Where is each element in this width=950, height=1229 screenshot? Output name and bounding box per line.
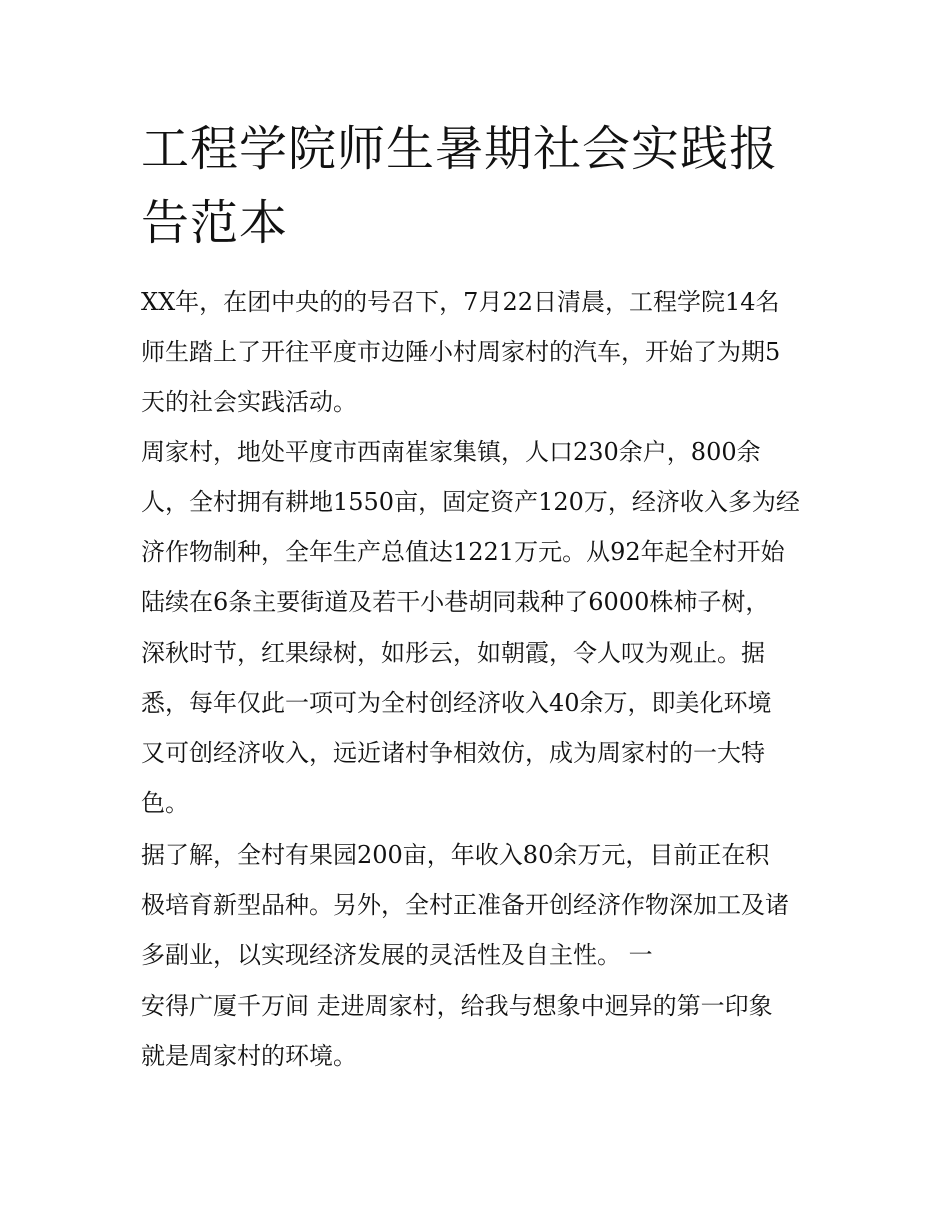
body-line: 就是周家村的环境。 xyxy=(141,1042,357,1070)
body-line: 陆续在6条主要街道及若干小巷胡同栽种了6000株柿子树， xyxy=(141,588,770,616)
body-line: 周家村，地处平度市西南崔家集镇，人口230余户，800余 xyxy=(141,438,761,466)
body-line: 师生踏上了开往平度市边陲小村周家村的汽车，开始了为期5 xyxy=(141,338,781,366)
body-line: 天的社会实践活动。 xyxy=(141,388,357,416)
body-line: XX年，在团中央的的号召下，7月22日清晨，工程学院14名 xyxy=(141,288,780,316)
body-line: 极培育新型品种。另外，全村正准备开创经济作物深加工及诸 xyxy=(141,891,789,919)
body-line: 深秋时节，红果绿树，如彤云，如朝霞，令人叹为观止。据 xyxy=(141,639,765,667)
body-line: 济作物制种，全年生产总值达1221万元。从92年起全村开始 xyxy=(141,538,785,566)
body-line: 安得广厦千万间 走进周家村，给我与想象中迥异的第一印象 xyxy=(141,992,773,1020)
body-line: 悉，每年仅此一项可为全村创经济收入40余万，即美化环境 xyxy=(141,689,772,717)
body-line: 多副业，以实现经济发展的灵活性及自主性。 一 xyxy=(141,941,653,969)
body-line: 又可创经济收入，远近诸村争相效仿，成为周家村的一大特 xyxy=(141,739,765,767)
body-line: 据了解，全村有果园200亩，年收入80余万元，目前正在积 xyxy=(141,841,770,869)
body-line: 人，全村拥有耕地1550亩，固定资产120万，经济收入多为经 xyxy=(141,488,800,516)
body-line: 色。 xyxy=(141,789,189,817)
document-title: 工程学院师生暑期社会实践报告范本 xyxy=(141,121,779,251)
